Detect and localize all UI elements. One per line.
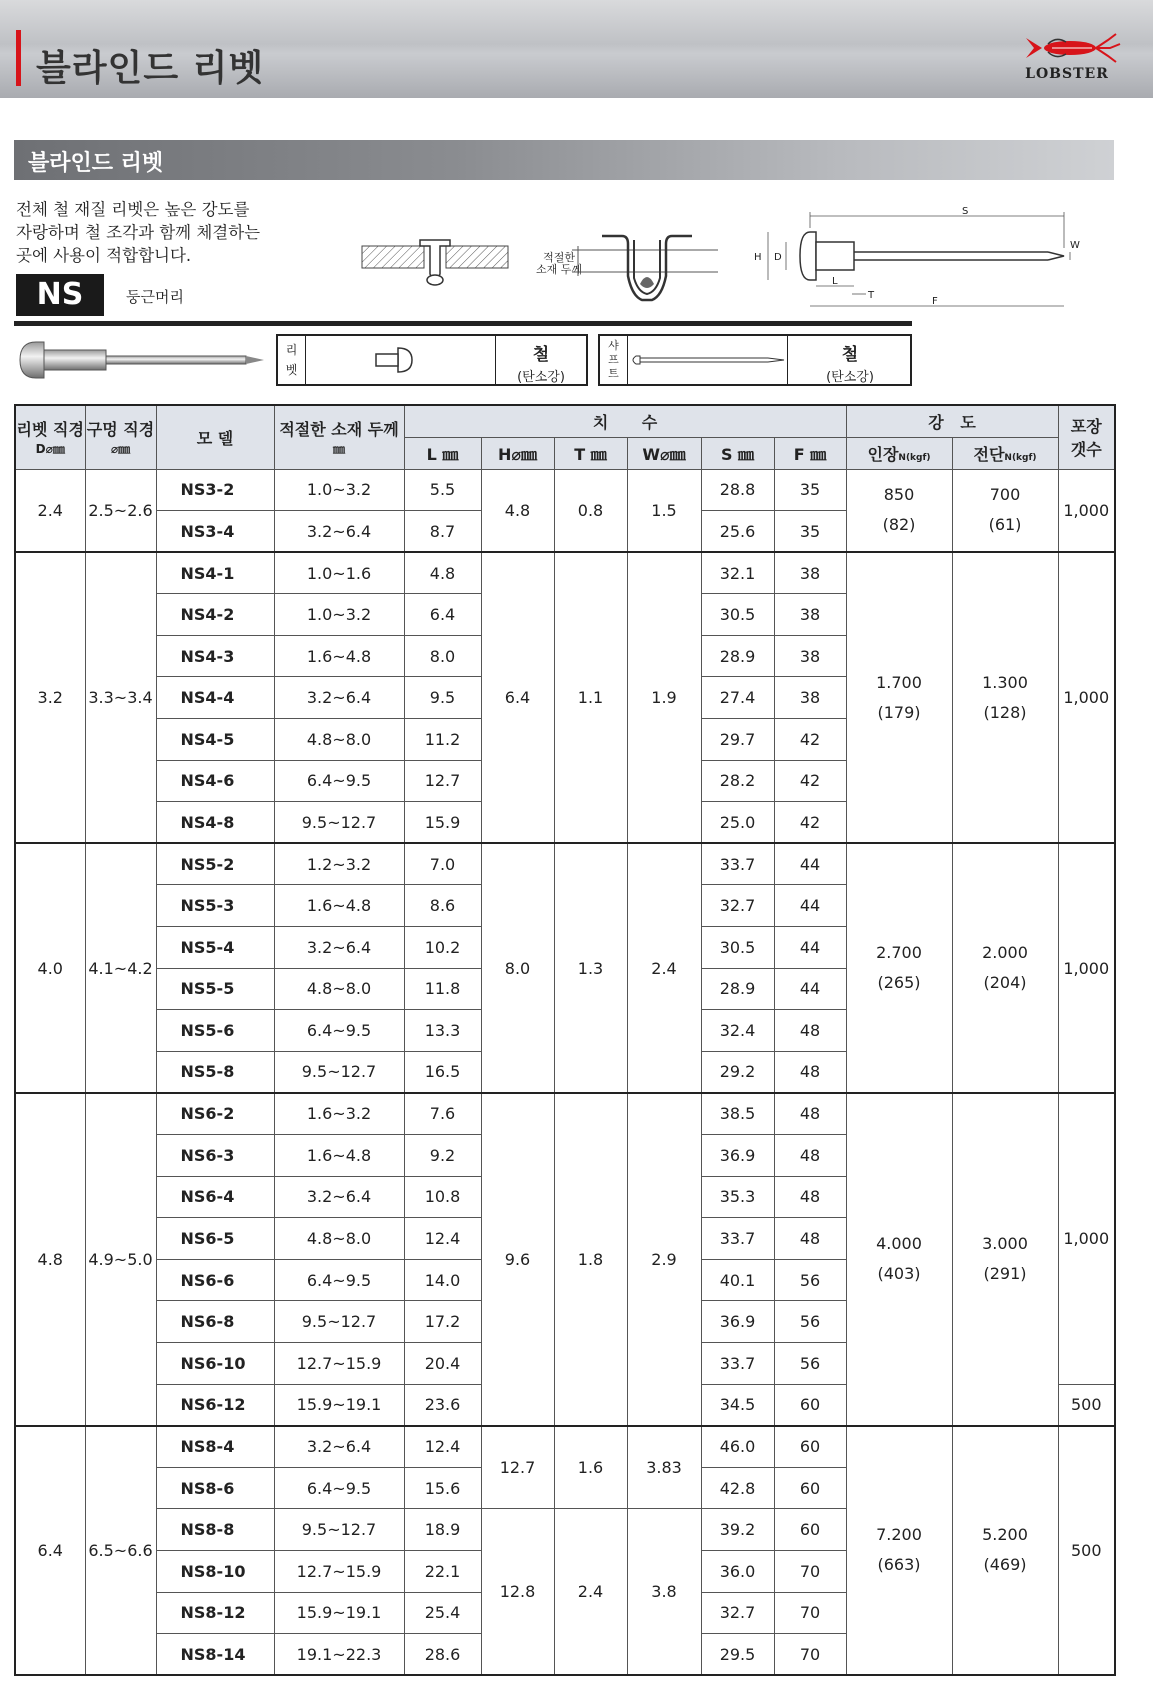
length-l: 18.9 — [404, 1509, 481, 1551]
length-l: 8.0 — [404, 635, 481, 677]
col-l: L ㎜ — [404, 437, 481, 469]
col-packing: 포장 갯수 — [1058, 405, 1115, 469]
head-type-label: 둥근머리 — [126, 288, 184, 306]
mandrel-length-s: 46.0 — [701, 1426, 774, 1468]
col-w: W⌀㎜ — [627, 437, 701, 469]
length-l: 15.9 — [404, 802, 481, 844]
col-f: F ㎜ — [774, 437, 846, 469]
length-l: 7.6 — [404, 1093, 481, 1135]
rivet-material-box — [276, 334, 588, 386]
model-code: NS4-4 — [156, 677, 274, 719]
grip-range: 1.0~3.2 — [274, 469, 404, 511]
head-thk-t: 0.8 — [554, 469, 627, 552]
mandrel-length-s: 29.5 — [701, 1634, 774, 1676]
model-code: NS4-1 — [156, 552, 274, 594]
rivet-material: 철 (탄소강) — [517, 345, 565, 385]
accent-bar — [16, 30, 21, 86]
dim-label-t: T — [868, 290, 875, 301]
divider-line — [14, 321, 912, 326]
product-description — [16, 198, 296, 267]
rivet-diameter: 6.4 — [15, 1426, 85, 1676]
grip-range: 12.7~15.9 — [274, 1342, 404, 1384]
hole-diameter: 3.3~3.4 — [85, 552, 156, 843]
length-l: 12.7 — [404, 760, 481, 802]
total-length-f: 56 — [774, 1342, 846, 1384]
model-code: NS8-4 — [156, 1426, 274, 1468]
length-l: 7.0 — [404, 843, 481, 885]
shear-strength: 700 (61) — [952, 469, 1058, 552]
grip-range: 6.4~9.5 — [274, 1010, 404, 1052]
model-code: NS5-2 — [156, 843, 274, 885]
packing-qty: 500 — [1058, 1384, 1115, 1426]
model-code: NS3-2 — [156, 469, 274, 511]
tensile-strength: 7.200 (663) — [846, 1426, 952, 1676]
mandrel-length-s: 32.7 — [701, 1592, 774, 1634]
brand-name: LOBSTER — [1025, 66, 1109, 82]
thickness-label: 적절한 소재 두께 — [536, 251, 583, 276]
mandrel-dia-w: 2.9 — [627, 1093, 701, 1426]
grip-range: 9.5~12.7 — [274, 802, 404, 844]
col-shear: 전단N(kgf) — [952, 437, 1058, 469]
mandrel-length-s: 27.4 — [701, 677, 774, 719]
model-code: NS6-8 — [156, 1301, 274, 1343]
product-code-badge: NS — [16, 274, 104, 316]
mandrel-length-s: 28.9 — [701, 968, 774, 1010]
head-dia-h: 9.6 — [481, 1093, 554, 1426]
mandrel-length-s: 25.6 — [701, 511, 774, 553]
grip-range: 6.4~9.5 — [274, 1259, 404, 1301]
length-l: 10.2 — [404, 927, 481, 969]
mandrel-length-s: 29.7 — [701, 719, 774, 761]
total-length-f: 70 — [774, 1634, 846, 1676]
mandrel-length-s: 32.4 — [701, 1010, 774, 1052]
col-s: S ㎜ — [701, 437, 774, 469]
mandrel-length-s: 35.3 — [701, 1176, 774, 1218]
dim-label-f: F — [932, 296, 938, 307]
grip-range: 1.0~3.2 — [274, 594, 404, 636]
grip-range: 9.5~12.7 — [274, 1509, 404, 1551]
mandrel-length-s: 39.2 — [701, 1509, 774, 1551]
dimension-diagram — [752, 204, 1082, 312]
length-l: 13.3 — [404, 1010, 481, 1052]
total-length-f: 42 — [774, 802, 846, 844]
rivet-material-label: 리 벳 — [278, 336, 306, 384]
total-length-f: 48 — [774, 1010, 846, 1052]
spec-table — [14, 404, 1116, 1676]
grip-range: 1.6~4.8 — [274, 885, 404, 927]
length-l: 12.4 — [404, 1218, 481, 1260]
total-length-f: 56 — [774, 1301, 846, 1343]
length-l: 10.8 — [404, 1176, 481, 1218]
rivet-installed-diagram — [360, 230, 510, 296]
shaft-material: 철 (탄소강) — [826, 345, 874, 385]
table-row — [15, 1426, 1115, 1468]
model-code: NS6-5 — [156, 1218, 274, 1260]
description-line: 자랑하며 철 조각과 함께 체결하는 — [16, 223, 261, 242]
length-l: 16.5 — [404, 1051, 481, 1093]
grip-range: 19.1~22.3 — [274, 1634, 404, 1676]
shear-strength: 2.000 (204) — [952, 843, 1058, 1093]
model-code: NS5-5 — [156, 968, 274, 1010]
mandrel-length-s: 36.9 — [701, 1301, 774, 1343]
hole-diameter: 2.5~2.6 — [85, 469, 156, 552]
dim-label-d: D — [774, 252, 782, 263]
grip-range: 3.2~6.4 — [274, 927, 404, 969]
grip-range: 1.6~4.8 — [274, 1135, 404, 1177]
col-rivet-dia: 리벳 직경 D⌀㎜ — [15, 405, 85, 469]
head-dia-h: 12.8 — [481, 1509, 554, 1675]
total-length-f: 44 — [774, 968, 846, 1010]
dim-label-s: S — [962, 206, 969, 217]
shaft-material-box — [598, 334, 912, 386]
total-length-f: 35 — [774, 511, 846, 553]
total-length-f: 56 — [774, 1259, 846, 1301]
rivet-diameter: 2.4 — [15, 469, 85, 552]
mandrel-dia-w: 1.9 — [627, 552, 701, 843]
length-l: 23.6 — [404, 1384, 481, 1426]
length-l: 22.1 — [404, 1550, 481, 1592]
mandrel-length-s: 32.7 — [701, 885, 774, 927]
mandrel-length-s: 28.8 — [701, 469, 774, 511]
model-code: NS8-12 — [156, 1592, 274, 1634]
mandrel-length-s: 28.2 — [701, 760, 774, 802]
mandrel-dia-w: 3.8 — [627, 1509, 701, 1675]
grip-range: 1.2~3.2 — [274, 843, 404, 885]
shear-strength: 3.000 (291) — [952, 1093, 1058, 1426]
description-line: 곳에 사용이 적합합니다. — [16, 246, 192, 265]
model-code: NS4-3 — [156, 635, 274, 677]
packing-qty: 1,000 — [1058, 552, 1115, 843]
total-length-f: 38 — [774, 594, 846, 636]
mandrel-length-s: 30.5 — [701, 927, 774, 969]
total-length-f: 48 — [774, 1051, 846, 1093]
mandrel-length-s: 25.0 — [701, 802, 774, 844]
col-model: 모 델 — [156, 405, 274, 469]
grip-range: 6.4~9.5 — [274, 1467, 404, 1509]
table-row — [15, 552, 1115, 594]
rivet-photo — [16, 336, 266, 384]
grip-range: 3.2~6.4 — [274, 511, 404, 553]
table-row — [15, 843, 1115, 885]
total-length-f: 42 — [774, 719, 846, 761]
total-length-f: 38 — [774, 635, 846, 677]
model-code: NS6-3 — [156, 1135, 274, 1177]
model-code: NS8-14 — [156, 1634, 274, 1676]
table-row — [15, 469, 1115, 511]
shaft-material-label: 샤 프 트 — [600, 336, 628, 384]
total-length-f: 48 — [774, 1093, 846, 1135]
mandrel-length-s: 38.5 — [701, 1093, 774, 1135]
grip-range: 4.8~8.0 — [274, 968, 404, 1010]
model-code: NS6-6 — [156, 1259, 274, 1301]
length-l: 11.2 — [404, 719, 481, 761]
model-code: NS8-10 — [156, 1550, 274, 1592]
mandrel-dia-w: 1.5 — [627, 469, 701, 552]
shear-strength: 1.300 (128) — [952, 552, 1058, 843]
mandrel-length-s: 34.5 — [701, 1384, 774, 1426]
head-dia-h: 6.4 — [481, 552, 554, 843]
dim-label-w: W — [1070, 240, 1080, 251]
grip-range: 6.4~9.5 — [274, 760, 404, 802]
total-length-f: 60 — [774, 1509, 846, 1551]
mandrel-length-s: 29.2 — [701, 1051, 774, 1093]
model-code: NS6-10 — [156, 1342, 274, 1384]
shear-strength: 5.200 (469) — [952, 1426, 1058, 1676]
length-l: 17.2 — [404, 1301, 481, 1343]
spec-table-body — [15, 469, 1115, 1675]
col-hole-dia: 구멍 직경 ⌀㎜ — [85, 405, 156, 469]
packing-qty: 1,000 — [1058, 843, 1115, 1093]
grip-range: 4.8~8.0 — [274, 1218, 404, 1260]
total-length-f: 48 — [774, 1135, 846, 1177]
length-l: 5.5 — [404, 469, 481, 511]
col-strength: 강 도 — [846, 405, 1058, 437]
model-code: NS5-3 — [156, 885, 274, 927]
packing-qty: 1,000 — [1058, 469, 1115, 552]
mandrel-dia-w: 3.83 — [627, 1426, 701, 1509]
grip-range: 15.9~19.1 — [274, 1592, 404, 1634]
grip-range: 3.2~6.4 — [274, 677, 404, 719]
model-code: NS4-2 — [156, 594, 274, 636]
rivet-body-pic — [306, 336, 496, 384]
length-l: 12.4 — [404, 1426, 481, 1468]
total-length-f: 38 — [774, 677, 846, 719]
model-code: NS4-8 — [156, 802, 274, 844]
rivet-diameter: 3.2 — [15, 552, 85, 843]
total-length-f: 44 — [774, 927, 846, 969]
col-h: H⌀㎜ — [481, 437, 554, 469]
rivet-diameter: 4.0 — [15, 843, 85, 1093]
tensile-strength: 4.000 (403) — [846, 1093, 952, 1426]
head-thk-t: 1.8 — [554, 1093, 627, 1426]
mandrel-length-s: 33.7 — [701, 1342, 774, 1384]
lobster-icon — [1012, 30, 1122, 66]
total-length-f: 70 — [774, 1550, 846, 1592]
tensile-strength: 1.700 (179) — [846, 552, 952, 843]
grip-range: 3.2~6.4 — [274, 1176, 404, 1218]
col-tensile: 인장N(kgf) — [846, 437, 952, 469]
model-code: NS6-12 — [156, 1384, 274, 1426]
total-length-f: 60 — [774, 1384, 846, 1426]
total-length-f: 60 — [774, 1467, 846, 1509]
col-thickness: 적절한 소재 두께 ㎜ — [274, 405, 404, 469]
length-l: 6.4 — [404, 594, 481, 636]
head-thk-t: 1.3 — [554, 843, 627, 1093]
total-length-f: 38 — [774, 552, 846, 594]
mandrel-length-s: 36.0 — [701, 1550, 774, 1592]
grip-range: 9.5~12.7 — [274, 1301, 404, 1343]
packing-qty: 1,000 — [1058, 1093, 1115, 1384]
model-code: NS6-2 — [156, 1093, 274, 1135]
length-l: 8.6 — [404, 885, 481, 927]
model-code: NS8-6 — [156, 1467, 274, 1509]
grip-range: 4.8~8.0 — [274, 719, 404, 761]
total-length-f: 44 — [774, 843, 846, 885]
head-thk-t: 2.4 — [554, 1509, 627, 1675]
total-length-f: 44 — [774, 885, 846, 927]
mandrel-length-s: 32.1 — [701, 552, 774, 594]
length-l: 4.8 — [404, 552, 481, 594]
total-length-f: 60 — [774, 1426, 846, 1468]
model-code: NS5-8 — [156, 1051, 274, 1093]
top-banner — [0, 0, 1153, 98]
grip-range: 12.7~15.9 — [274, 1550, 404, 1592]
mandrel-length-s: 30.5 — [701, 594, 774, 636]
model-code: NS6-4 — [156, 1176, 274, 1218]
grip-range: 1.6~4.8 — [274, 635, 404, 677]
model-code: NS4-6 — [156, 760, 274, 802]
hole-diameter: 6.5~6.6 — [85, 1426, 156, 1676]
shaft-pic — [628, 336, 788, 384]
head-dia-h: 4.8 — [481, 469, 554, 552]
length-l: 9.2 — [404, 1135, 481, 1177]
packing-qty: 500 — [1058, 1426, 1115, 1676]
length-l: 28.6 — [404, 1634, 481, 1676]
tensile-strength: 2.700 (265) — [846, 843, 952, 1093]
grip-range: 15.9~19.1 — [274, 1384, 404, 1426]
description-line: 전체 철 재질 리벳은 높은 강도를 — [16, 200, 250, 219]
mandrel-length-s: 36.9 — [701, 1135, 774, 1177]
mandrel-length-s: 33.7 — [701, 843, 774, 885]
grip-range: 3.2~6.4 — [274, 1426, 404, 1468]
length-l: 8.7 — [404, 511, 481, 553]
section-header — [14, 140, 1114, 180]
length-l: 11.8 — [404, 968, 481, 1010]
col-t: T ㎜ — [554, 437, 627, 469]
mandrel-length-s: 33.7 — [701, 1218, 774, 1260]
length-l: 20.4 — [404, 1342, 481, 1384]
col-dimensions: 치 수 — [404, 405, 846, 437]
lobster-logo — [1012, 30, 1122, 88]
table-row — [15, 1093, 1115, 1135]
model-code: NS3-4 — [156, 511, 274, 553]
model-code: NS5-6 — [156, 1010, 274, 1052]
mandrel-length-s: 28.9 — [701, 635, 774, 677]
total-length-f: 35 — [774, 469, 846, 511]
model-code: NS5-4 — [156, 927, 274, 969]
head-dia-h: 12.7 — [481, 1426, 554, 1509]
grip-range: 9.5~12.7 — [274, 1051, 404, 1093]
section-title: 블라인드 리벳 — [28, 151, 164, 176]
length-l: 14.0 — [404, 1259, 481, 1301]
mandrel-dia-w: 2.4 — [627, 843, 701, 1093]
tensile-strength: 850 (82) — [846, 469, 952, 552]
length-l: 25.4 — [404, 1592, 481, 1634]
thickness-diagram — [572, 226, 718, 306]
total-length-f: 42 — [774, 760, 846, 802]
head-thk-t: 1.1 — [554, 552, 627, 843]
hole-diameter: 4.1~4.2 — [85, 843, 156, 1093]
hole-diameter: 4.9~5.0 — [85, 1093, 156, 1426]
dim-label-l: L — [832, 276, 838, 287]
model-code: NS4-5 — [156, 719, 274, 761]
total-length-f: 48 — [774, 1218, 846, 1260]
grip-range: 1.6~3.2 — [274, 1093, 404, 1135]
length-l: 9.5 — [404, 677, 481, 719]
mandrel-length-s: 40.1 — [701, 1259, 774, 1301]
model-code: NS8-8 — [156, 1509, 274, 1551]
head-dia-h: 8.0 — [481, 843, 554, 1093]
page-title: 블라인드 리벳 — [36, 48, 265, 89]
dim-label-h: H — [754, 252, 762, 263]
total-length-f: 70 — [774, 1592, 846, 1634]
length-l: 15.6 — [404, 1467, 481, 1509]
rivet-diameter: 4.8 — [15, 1093, 85, 1426]
mandrel-length-s: 42.8 — [701, 1467, 774, 1509]
head-thk-t: 1.6 — [554, 1426, 627, 1509]
total-length-f: 48 — [774, 1176, 846, 1218]
grip-range: 1.0~1.6 — [274, 552, 404, 594]
